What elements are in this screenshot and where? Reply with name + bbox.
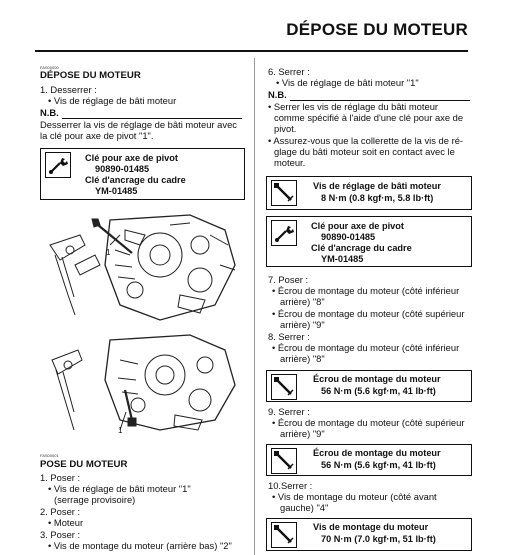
- torque-4-value: 70 N·m (7.0 kgf·m, 51 lb·ft): [321, 534, 436, 544]
- nb-bullet-2-line-1: • Assurez-vous que la collerette de la vis de ré-: [268, 135, 464, 146]
- nb-bullet-2-line-3: moteur.: [274, 157, 306, 168]
- nb-bullet-2-line-2: glage du bâti moteur soit en contact avec le: [274, 146, 455, 157]
- torque-4-label: Vis de montage du moteur: [313, 522, 429, 532]
- section-title-removal: DÉPOSE DU MOTEUR: [40, 70, 141, 81]
- pose-step-1-item: • Vis de réglage de bâti moteur "1": [48, 483, 191, 494]
- torque-1-label: Vis de réglage de bâti moteur: [313, 181, 441, 191]
- nb-text-line-1: Desserrer la vis de réglage de bâti moteur avec: [40, 119, 237, 130]
- tool-number-1: 90890-01485: [95, 164, 150, 174]
- engine-illustration-2: [40, 330, 245, 435]
- nb-bullet-1-line-1: • Serrer les vis de réglage du bâti moteur: [268, 101, 439, 112]
- callout-1-figure-2: 1: [118, 426, 123, 435]
- step-8-item-b: arrière) "8": [280, 353, 325, 364]
- torque-wrench-icon: [271, 374, 297, 400]
- pose-step-2: 2. Poser :: [40, 506, 81, 517]
- wrench-tool-icon: [271, 220, 297, 246]
- step-6-item: • Vis de réglage de bâti moteur "1": [276, 77, 419, 88]
- torque-3-label: Écrou de montage du moteur: [313, 448, 441, 458]
- header-rule: [35, 50, 468, 52]
- step-8: 8. Serrer :: [268, 331, 310, 342]
- tool-name-2-right: Clé d'ancrage du cadre: [311, 243, 412, 253]
- torque-1-value: 8 N·m (0.8 kgf·m, 5.8 lb·ft): [321, 193, 434, 203]
- step-9: 9. Serrer :: [268, 406, 310, 417]
- engine-illustration-1: [40, 205, 245, 325]
- step-7: 7. Poser :: [268, 274, 309, 285]
- page-title: DÉPOSE DU MOTEUR: [286, 20, 468, 39]
- step-10: 10.Serrer :: [268, 480, 313, 491]
- torque-2-value: 56 N·m (5.6 kgf·m, 41 lb·ft): [321, 386, 436, 396]
- torque-3-value: 56 N·m (5.6 kgf·m, 41 lb·ft): [321, 460, 436, 470]
- tool-number-2: YM-01485: [95, 186, 138, 196]
- nb-bullet-1-line-3: pivot.: [274, 123, 297, 134]
- step-8-item-a: • Écrou de montage du moteur (côté inférieur: [272, 342, 460, 353]
- reference-code-2: FAS00001: [40, 453, 59, 458]
- nb-text-line-2: la clé pour axe de pivot "1".: [40, 130, 154, 141]
- step-9-item-a: • Écrou de montage du moteur (côté supérieur: [272, 417, 465, 428]
- pose-step-3: 3. Poser :: [40, 529, 81, 540]
- torque-wrench-icon: [271, 522, 297, 548]
- tool-number-1-right: 90890-01485: [321, 232, 376, 242]
- torque-spec-box-3: [266, 444, 472, 476]
- nb-label-right: N.B.: [268, 89, 287, 100]
- step-10-item-b: gauche) "4": [280, 502, 329, 513]
- special-tool-box-right: [266, 216, 472, 267]
- nb-bullet-1-line-2: comme spécifié à l'aide d'une clé pour axe de: [274, 112, 464, 123]
- step-7-item-2b: arrière) "9": [280, 319, 325, 330]
- wrench-tool-icon: [45, 152, 71, 178]
- step-9-item-b: arrière) "9": [280, 428, 325, 439]
- torque-wrench-icon: [271, 448, 297, 474]
- pose-step-1-item-note: (serrage provisoire): [54, 494, 136, 505]
- nb-label: N.B.: [40, 107, 59, 118]
- section-title-installation: POSE DU MOTEUR: [40, 459, 128, 470]
- torque-spec-box-4: [266, 518, 472, 551]
- reference-code: FAS00000: [40, 65, 59, 70]
- pose-step-1: 1. Poser :: [40, 472, 81, 483]
- column-divider: [254, 58, 255, 555]
- step-7-item-1b: arrière) "8": [280, 296, 325, 307]
- tool-name-2: Clé d'ancrage du cadre: [85, 175, 186, 185]
- torque-2-label: Écrou de montage du moteur: [313, 374, 441, 384]
- step-1: 1. Desserrer :: [40, 84, 97, 95]
- tool-name-1: Clé pour axe de pivot: [85, 153, 178, 163]
- step-6: 6. Serrer :: [268, 66, 310, 77]
- step-10-item-a: • Vis de montage du moteur (côté avant: [272, 491, 437, 502]
- special-tool-box: [40, 148, 245, 200]
- torque-wrench-icon: [271, 180, 297, 206]
- callout-1-figure-1: 1: [106, 248, 111, 257]
- pose-step-2-item: • Moteur: [48, 517, 84, 528]
- step-1-item: • Vis de réglage de bâti moteur: [48, 95, 177, 106]
- step-7-item-2a: • Écrou de montage du moteur (côté supérieur: [272, 308, 465, 319]
- pose-step-3-item: • Vis de montage du moteur (arrière bas) "2": [48, 540, 232, 551]
- tool-name-1-right: Clé pour axe de pivot: [311, 221, 404, 231]
- torque-spec-box-2: [266, 370, 472, 402]
- step-7-item-1a: • Écrou de montage du moteur (côté inférieur: [272, 285, 460, 296]
- tool-number-2-right: YM-01485: [321, 254, 364, 264]
- torque-spec-box-1: [266, 176, 472, 210]
